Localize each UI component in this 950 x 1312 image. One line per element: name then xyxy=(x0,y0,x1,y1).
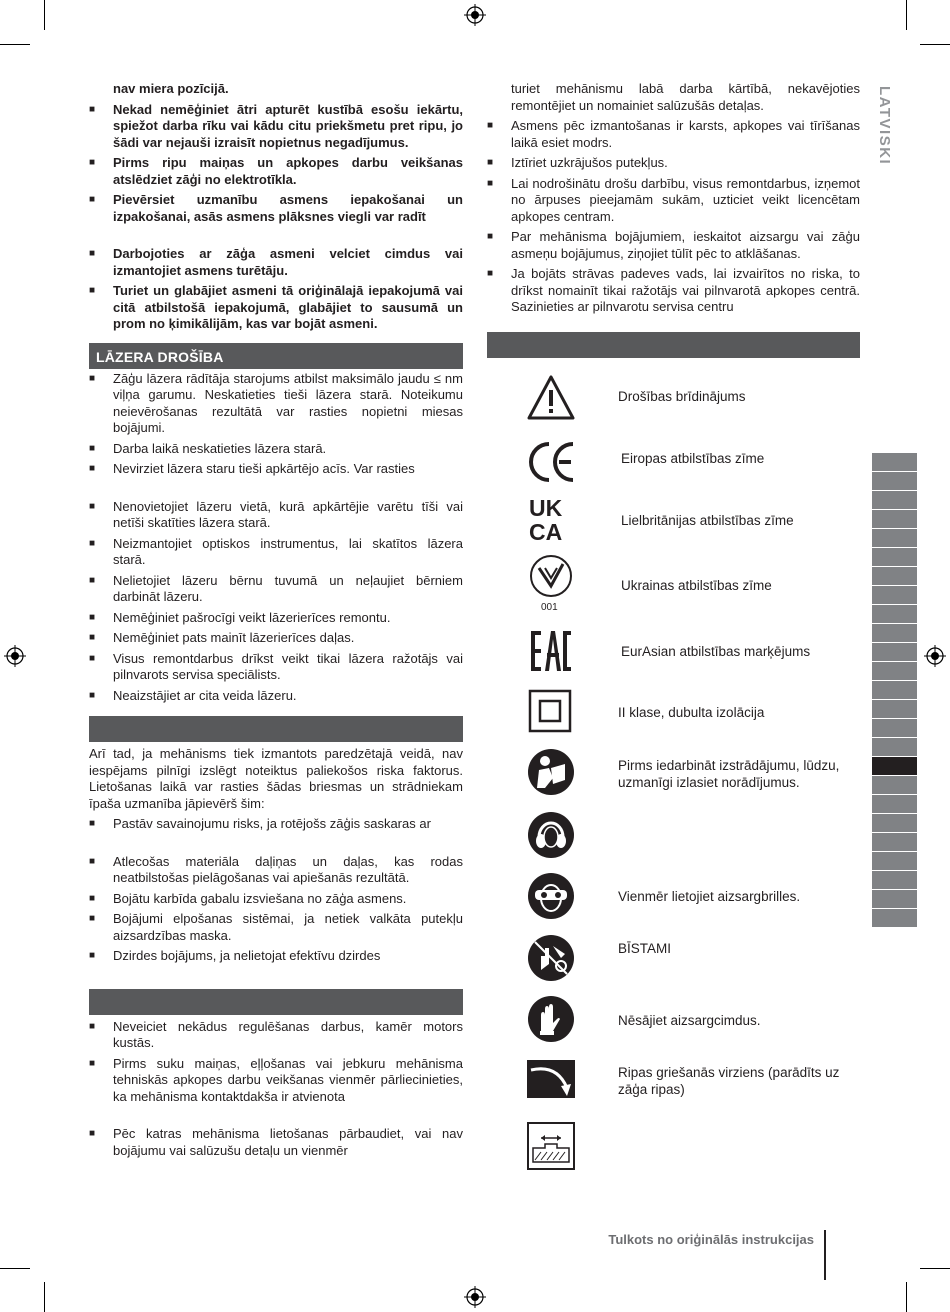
list-item: ■ Pastāv savainojumu risks, ja rotējošs zāģis saskaras ar xyxy=(89,816,463,833)
list-item: ■ Nevirziet lāzera staru tieši apkārtējo acīs. Var rasties xyxy=(89,461,463,478)
registration-mark-icon xyxy=(464,4,486,26)
list-item: ■ Darbojoties ar zāģa asmeni velciet cimdus vai izmantojiet asmens turētāju. xyxy=(89,246,463,279)
ukraine-mark-icon xyxy=(527,554,575,602)
crop-mark xyxy=(44,1282,45,1312)
list-item: ■ Visus remontdarbus drīkst veikt tikai lāzera ražotājs vai pilnvarots servisa speciālists. xyxy=(89,651,463,684)
list-item: ■ Zāģu lāzera rādītāja starojums atbilst maksimālo jaudu ≤ nm viļņa garumu. Neskatieties tieši lāzera starā. Noteikumu neievērošanas rezultātā var rasties nopietni miesas bojājumi. xyxy=(89,371,463,437)
list-item: ■ Nemēģiniet pašrocīgi veikt lāzerierīces remontu. xyxy=(89,610,463,627)
crop-mark xyxy=(906,1282,907,1312)
left-column xyxy=(89,81,463,1163)
crop-mark xyxy=(920,1268,950,1269)
list-item: ■ Atlecošas materiāla daļiņas un daļas, kas rodas neatbilstošas pielāgošanas vai apiešanās rezultātā. xyxy=(89,854,463,887)
chapter-tab[interactable] xyxy=(872,909,917,928)
chapter-tab-active[interactable] xyxy=(872,757,917,776)
ukca-mark-icon xyxy=(527,495,575,543)
right-column xyxy=(487,81,860,320)
list-item: ■ Pievērsiet uzmanību asmens iepakošanai un izpakošanai, asās asmens plāksnes viegli var radīt xyxy=(89,192,463,225)
chapter-tabs xyxy=(872,453,917,928)
continuation-text: turiet mehānismu labā darba kārtībā, nekavējoties remontējiet un nomainiet salūzušās detaļas. xyxy=(511,81,860,113)
chapter-tab[interactable] xyxy=(872,472,917,491)
list-item: ■ Lai nodrošinātu drošu darbību, visus remontdarbus, izņemot no ārpuses pieejamām sukām, uzticiet veikt licencētam apkopes centram. xyxy=(487,176,860,226)
list-item: ■ Neizmantojiet optiskos instrumentus, lai skatītos lāzera starā. xyxy=(89,536,463,569)
laser-list xyxy=(89,371,463,705)
hand-danger-icon xyxy=(527,934,575,982)
symbol-label: EurAsian atbilstības marķējums xyxy=(621,644,811,659)
registration-mark-icon xyxy=(464,1286,486,1308)
laser-safety-heading: LĀZERA DROŠĪBA xyxy=(89,343,463,369)
symbol-label: Ukrainas atbilstības zīme xyxy=(621,578,772,593)
residual-risk-intro: Arī tad, ja mehānisms tiek izmantots paredzētajā veidā, nav iespējams pilnīgi izslēgt noteiktus paliekošos riska faktorus. Lietošanas laikā var rasties šādas briesmas un strādniekam īpaša uzmanība jāpievērš šim: xyxy=(89,746,463,811)
list-item: ■ Darba laikā neskatieties lāzera starā. xyxy=(89,441,463,458)
residual-list xyxy=(89,816,463,965)
chapter-tab[interactable] xyxy=(872,510,917,529)
language-side-title: LATVISKI xyxy=(876,86,893,166)
chapter-tab[interactable] xyxy=(872,586,917,605)
chapter-tab[interactable] xyxy=(872,738,917,757)
symbol-label: Pirms iedarbināt izstrādājumu, lūdzu, uzmanīgi izlasiet norādījumus. xyxy=(618,758,840,790)
chapter-tab[interactable] xyxy=(872,681,917,700)
list-item: ■ Par mehānisma bojājumiem, ieskaitot aizsargu vai zāģu asmeņu bojājumus, ziņojiet tūlīt pēc to atklāšanas. xyxy=(487,229,860,262)
symbol-label: Eiropas atbilstības zīme xyxy=(621,451,765,466)
footer-divider xyxy=(824,1230,826,1280)
chapter-tab[interactable] xyxy=(872,605,917,624)
list-item: ■ Asmens pēc izmantošanas ir karsts, apkopes vai tīrīšanas laikā esiet modrs. xyxy=(487,118,860,151)
chapter-tab[interactable] xyxy=(872,548,917,567)
rotation-direction-icon xyxy=(527,1060,575,1108)
symbol-label: BĪSTAMI xyxy=(618,941,672,956)
list-item: ■ Pēc katras mehānisma lietošanas pārbaudiet, vai nav bojājumu vai salūzušu detaļu un vienmēr xyxy=(89,1126,463,1159)
footer-text: Tulkots no oriģinālās instrukcijas xyxy=(608,1232,814,1247)
list-item: ■ Bojātu karbīda gabalu izsviešana no zāģa asmens. xyxy=(89,891,463,908)
symbol-label: Vienmēr lietojiet aizsargbrilles. xyxy=(618,889,801,904)
section-heading-bar xyxy=(89,716,463,742)
eac-mark-icon xyxy=(527,627,575,675)
symbol-label: Ripas griešanās virziens (parādīts uz zāģa ripas) xyxy=(618,1065,840,1097)
list-item: ■ Pirms ripu maiņas un apkopes darbu veikšanas atslēdziet zāģi no elektrotīkla. xyxy=(89,155,463,188)
chapter-tab[interactable] xyxy=(872,453,917,472)
crop-mark xyxy=(0,44,30,45)
list-item: ■ Nemēģiniet pats mainīt lāzerierīces daļas. xyxy=(89,630,463,647)
symbols-heading-bar xyxy=(487,332,860,358)
ear-protection-icon xyxy=(527,811,575,859)
svg-text:UK: UK xyxy=(529,495,563,521)
ukraine-mark-number: 001 xyxy=(541,602,558,613)
chapter-tab[interactable] xyxy=(872,719,917,738)
chapter-tab[interactable] xyxy=(872,871,917,890)
chapter-tab[interactable] xyxy=(872,852,917,871)
registration-mark-icon xyxy=(4,645,26,667)
chapter-tab[interactable] xyxy=(872,567,917,586)
section-heading-bar xyxy=(89,989,463,1015)
symbol-label: Drošības brīdinājums xyxy=(618,389,746,404)
chapter-tab[interactable] xyxy=(872,795,917,814)
chapter-tab[interactable] xyxy=(872,833,917,852)
list-item: ■ Neveiciet nekādus regulēšanas darbus, kamēr motors kustās. xyxy=(89,1019,463,1052)
read-manual-icon xyxy=(527,748,575,796)
intro-line: nav miera pozīcijā. xyxy=(113,81,229,96)
list-item: ■ Nenovietojiet lāzeru vietā, kurā apkārtējie varētu tīši vai netīši skatīties lāzera starā. xyxy=(89,499,463,532)
list-item: ■ Dzirdes bojājums, ja nelietojat efektīvu dzirdes xyxy=(89,948,463,965)
svg-text:CA: CA xyxy=(529,519,563,543)
list-item: ■ Turiet un glabājiet asmeni tā oriģinālajā iepakojumā vai citā atbilstošā iepakojumā, glabājiet to sausumā un prom no ķimikālijām, kas var bojāt asmeni. xyxy=(89,283,463,333)
crop-mark xyxy=(0,1268,30,1269)
list-item: ■ Ja bojāts strāvas padeves vads, lai izvairītos no riska, to drīkst nomainīt tikai ražotājs vai pilnvarotā apkopes centrā. Sazinieties ar pilnvarotu servisa centru xyxy=(487,266,860,316)
symbol-label: Lielbritānijas atbilstības zīme xyxy=(621,513,794,528)
chapter-tab[interactable] xyxy=(872,890,917,909)
chapter-tab[interactable] xyxy=(872,529,917,548)
chapter-tab[interactable] xyxy=(872,491,917,510)
list-item: ■ Nelietojiet lāzeru bērnu tuvumā un neļaujiet bērniem darbināt lāzeru. xyxy=(89,573,463,606)
chapter-tab[interactable] xyxy=(872,776,917,795)
double-insulation-icon xyxy=(527,688,575,736)
chapter-tab[interactable] xyxy=(872,643,917,662)
no-gloves-icon xyxy=(527,995,575,1043)
list-item: ■ Nekad nemēģiniet ātri apturēt kustībā esošu iekārtu, spiežot darba rīku vai kādu citu priekšmetu pret ripu, jo šādi var nejauši izraisīt nopietnus negadījumus. xyxy=(89,102,463,152)
intro-list xyxy=(89,81,463,333)
chapter-tab[interactable] xyxy=(872,700,917,719)
list-item: ■ Pirms suku maiņas, eļļošanas vai jebkuru mehānisma tehniskās apkopes darbu veikšanas vienmēr pārliecinieties, ka mehānisma kontaktdakša ir atvienota xyxy=(89,1056,463,1106)
symbol-label: II klase, dubulta izolācija xyxy=(618,705,765,720)
chapter-tab[interactable] xyxy=(872,814,917,833)
chapter-tab[interactable] xyxy=(872,624,917,643)
maintenance-list xyxy=(89,1019,463,1160)
ce-mark-icon xyxy=(527,438,575,486)
chapter-tab[interactable] xyxy=(872,662,917,681)
warning-triangle-icon xyxy=(527,374,575,422)
crop-mark xyxy=(44,0,45,30)
crop-mark xyxy=(920,44,950,45)
crop-mark xyxy=(906,0,907,30)
safety-goggles-icon xyxy=(527,872,575,920)
list-item: ■ Bojājumi elpošanas sistēmai, ja netiek valkāta putekļu aizsardzības maska. xyxy=(89,911,463,944)
symbol-label: Nēsājiet aizsargcimdus. xyxy=(618,1013,761,1028)
registration-mark-icon xyxy=(924,645,946,667)
cutting-depth-icon xyxy=(527,1122,575,1170)
list-item: ■ Iztīriet uzkrājušos putekļus. xyxy=(487,155,860,172)
list-item: ■ Neaizstājiet ar cita veida lāzeru. xyxy=(89,688,463,705)
